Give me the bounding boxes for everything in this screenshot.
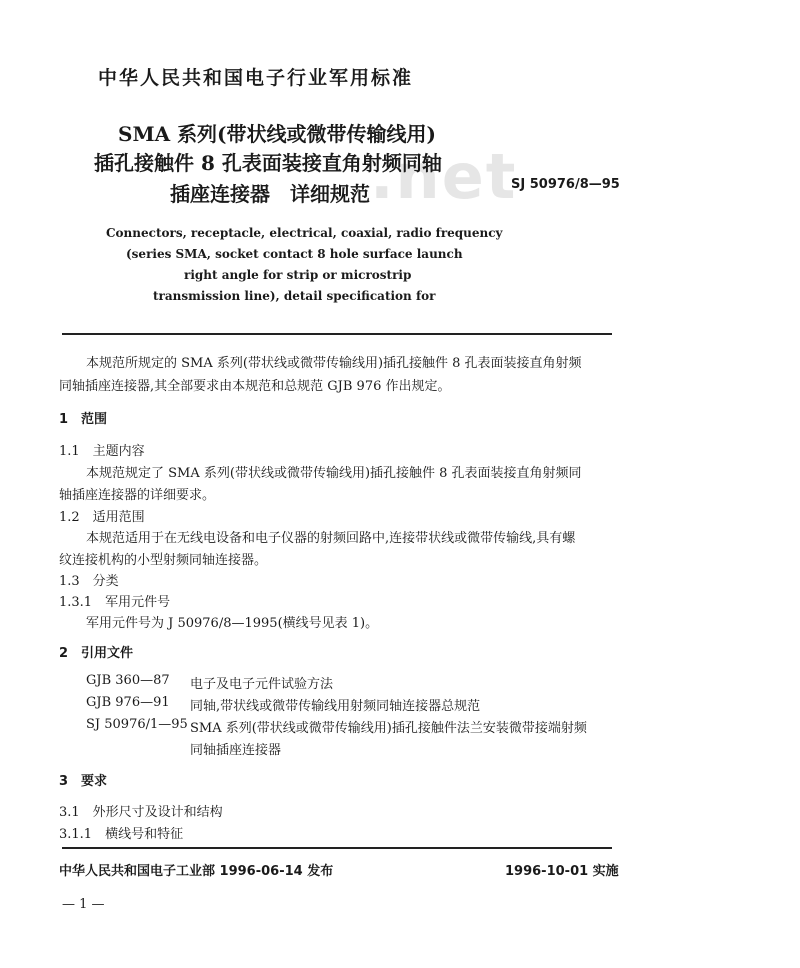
section-1-1-heading: 1.1 主题内容 xyxy=(59,444,145,459)
title-line-2: 插孔接触件 8 孔表面装接直角射频同轴 xyxy=(94,151,442,175)
ref-desc-2: 同轴,带状线或微带传输线用射频同轴连接器总规范 xyxy=(190,699,481,714)
english-title-line-4: transmission line), detail specification for xyxy=(153,289,436,303)
standard-header: 中华人民共和国电子行业军用标准 xyxy=(98,67,414,89)
section-1-3-1-text: 军用元件号为 J 50976/8—1995(横线号见表 1)。 xyxy=(86,616,379,631)
title-line-3: 插座连接器 详细规范 xyxy=(170,182,370,206)
ref-code-2: GJB 976—91 xyxy=(86,695,170,710)
ref-code-3: SJ 50976/1—95 xyxy=(86,717,188,732)
ref-desc-3-cont: 同轴插座连接器 xyxy=(190,743,282,758)
ref-code-1: GJB 360—87 xyxy=(86,673,170,688)
section-1-1-text-line-2: 轴插座连接器的详细要求。 xyxy=(59,488,216,503)
page-number: — 1 — xyxy=(62,897,105,912)
section-3-1-1-heading: 3.1.1 横线号和特征 xyxy=(59,827,184,842)
footer-issued: 中华人民共和国电子工业部 1996-06-14 发布 xyxy=(59,864,334,879)
ref-desc-3: SMA 系列(带状线或微带传输线用)插孔接触件法兰安装微带接端射频 xyxy=(190,721,587,736)
section-1-3-heading: 1.3 分类 xyxy=(59,574,119,589)
section-3-1-heading: 3.1 外形尺寸及设计和结构 xyxy=(59,805,223,820)
title-line-1: SMA 系列(带状线或微带传输线用) xyxy=(118,122,436,146)
bottom-divider xyxy=(62,847,612,849)
top-divider xyxy=(62,333,612,335)
section-1-2-heading: 1.2 适用范围 xyxy=(59,510,145,525)
section-1-3-1-heading: 1.3.1 军用元件号 xyxy=(59,595,171,610)
ref-desc-1: 电子及电子元件试验方法 xyxy=(190,677,334,692)
footer-effective: 1996-10-01 实施 xyxy=(505,864,619,879)
intro-line-2: 同轴插座连接器,其全部要求由本规范和总规范 GJB 976 作出规定。 xyxy=(59,379,451,394)
section-1-1-text-line-1: 本规范规定了 SMA 系列(带状线或微带传输线用)插孔接触件 8 孔表面装接直角射频同 xyxy=(86,466,582,481)
section-1-2-text-line-1: 本规范适用于在无线电设备和电子仪器的射频回路中,连接带状线或微带传输线,具有螺 xyxy=(86,531,576,546)
english-title-line-1: Connectors, receptacle, electrical, coaxial, radio frequency xyxy=(106,226,503,240)
section-2-heading: 2 引用文件 xyxy=(59,646,134,661)
intro-line-1: 本规范所规定的 SMA 系列(带状线或微带传输线用)插孔接触件 8 孔表面装接直角射频 xyxy=(86,356,582,371)
english-title-line-3: right angle for strip or microstrip xyxy=(184,268,412,282)
watermark: .net xyxy=(370,140,518,213)
english-title-line-2: (series SMA, socket contact 8 hole surface launch xyxy=(126,247,463,261)
section-3-heading: 3 要求 xyxy=(59,774,108,789)
section-1-heading: 1 范围 xyxy=(59,412,108,427)
section-1-2-text-line-2: 纹连接机构的小型射频同轴连接器。 xyxy=(59,553,268,568)
standard-number: SJ 50976/8—95 xyxy=(511,177,620,192)
